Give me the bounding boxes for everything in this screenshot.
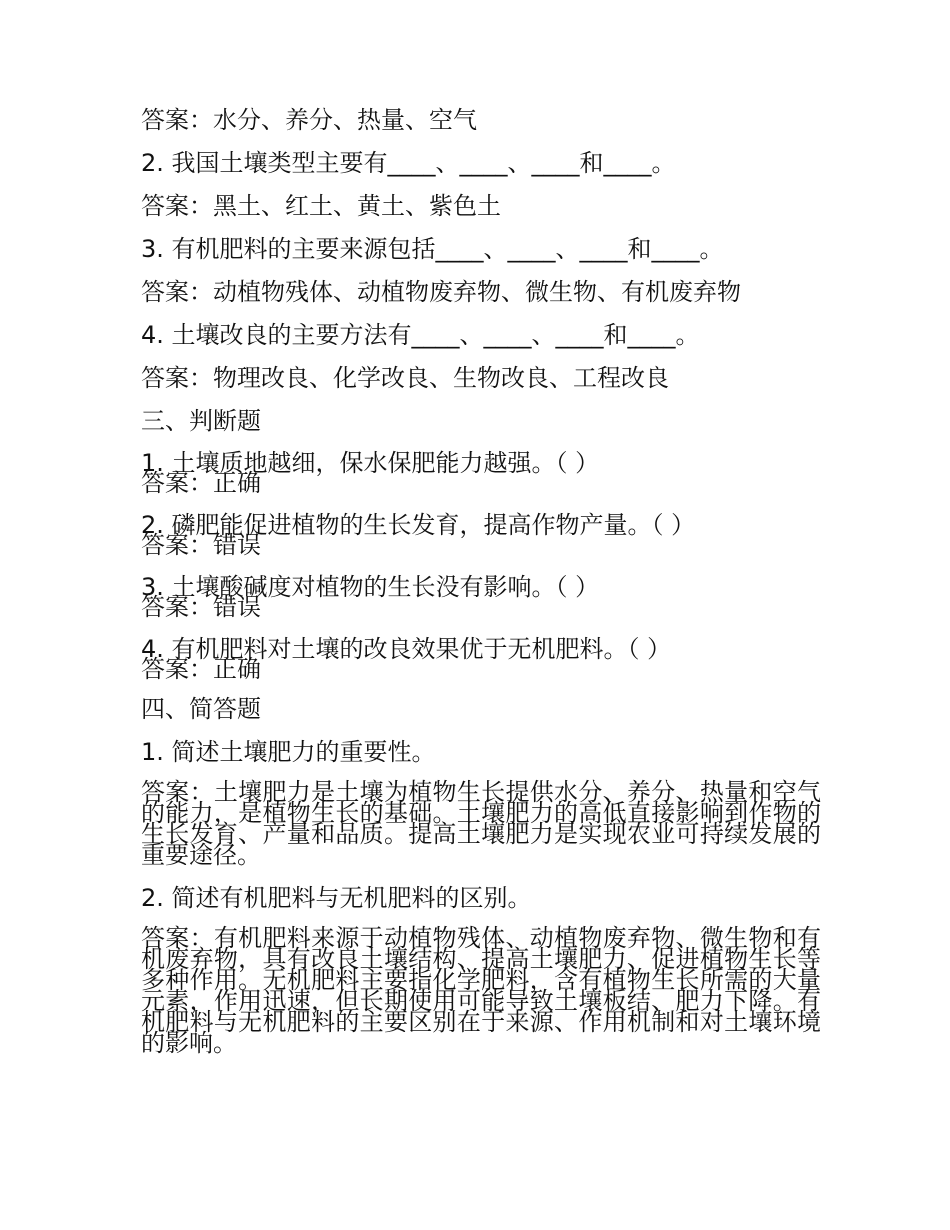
essay-question-1: 1. 简述土壤肥力的重要性。 xyxy=(141,738,436,766)
judge-answer: 答案：错误 xyxy=(141,531,261,559)
question-2: 2. 我国土壤类型主要有____、____、____和____。 xyxy=(141,149,676,177)
section-4-heading: 四、简答题 xyxy=(141,695,261,723)
essay-answer-2: 答案：有机肥料来源于动植物残体、动植物废弃物、微生物和有机废弃物，具有改良土壤结构、提高土壤肥力、促进植物生长等多种作用。无机肥料主要指化学肥料，含有植物生长所需的大量元素，作用迅速，但长期使用可能导致土壤板结、肥力下降。有机肥料与无机肥料的主要区别在于来源、作用机制和对土壤环境的影响。 xyxy=(141,924,821,1057)
judge-question: 3. 土壤酸碱度对植物的生长没有影响。（ ） xyxy=(141,573,600,601)
judge-item xyxy=(141,575,821,619)
answer-1: 答案：水分、养分、热量、空气 xyxy=(141,106,477,134)
answer-3: 答案：动植物残体、动植物废弃物、微生物、有机废弃物 xyxy=(141,278,741,306)
judge-question: 2. 磷肥能促进植物的生长发育，提高作物产量。（ ） xyxy=(141,511,696,539)
judge-question: 4. 有机肥料对土壤的改良效果优于无机肥料。（ ） xyxy=(141,635,672,663)
document-page xyxy=(141,104,821,1057)
judge-item xyxy=(141,451,821,495)
judge-item xyxy=(141,637,821,681)
essay-answer-1: 答案：土壤肥力是土壤为植物生长提供水分、养分、热量和空气的能力，是植物生长的基础。土壤肥力的高低直接影响到作物的生长发育、产量和品质。提高土壤肥力是实现农业可持续发展的重要途径。 xyxy=(141,778,821,869)
judge-answer: 答案：正确 xyxy=(141,469,261,497)
essay-question-2: 2. 简述有机肥料与无机肥料的区别。 xyxy=(141,884,532,912)
judge-item xyxy=(141,513,821,557)
judge-answer: 答案：错误 xyxy=(141,593,261,621)
judge-question: 1. 土壤质地越细，保水保肥能力越强。（ ） xyxy=(141,449,600,477)
answer-2: 答案：黑土、红土、黄土、紫色土 xyxy=(141,192,501,220)
section-3-heading: 三、判断题 xyxy=(141,407,261,435)
answer-4: 答案：物理改良、化学改良、生物改良、工程改良 xyxy=(141,364,669,392)
question-3: 3. 有机肥料的主要来源包括____、____、____和____。 xyxy=(141,235,724,263)
judge-answer: 答案：正确 xyxy=(141,655,261,683)
question-4: 4. 土壤改良的主要方法有____、____、____和____。 xyxy=(141,321,700,349)
